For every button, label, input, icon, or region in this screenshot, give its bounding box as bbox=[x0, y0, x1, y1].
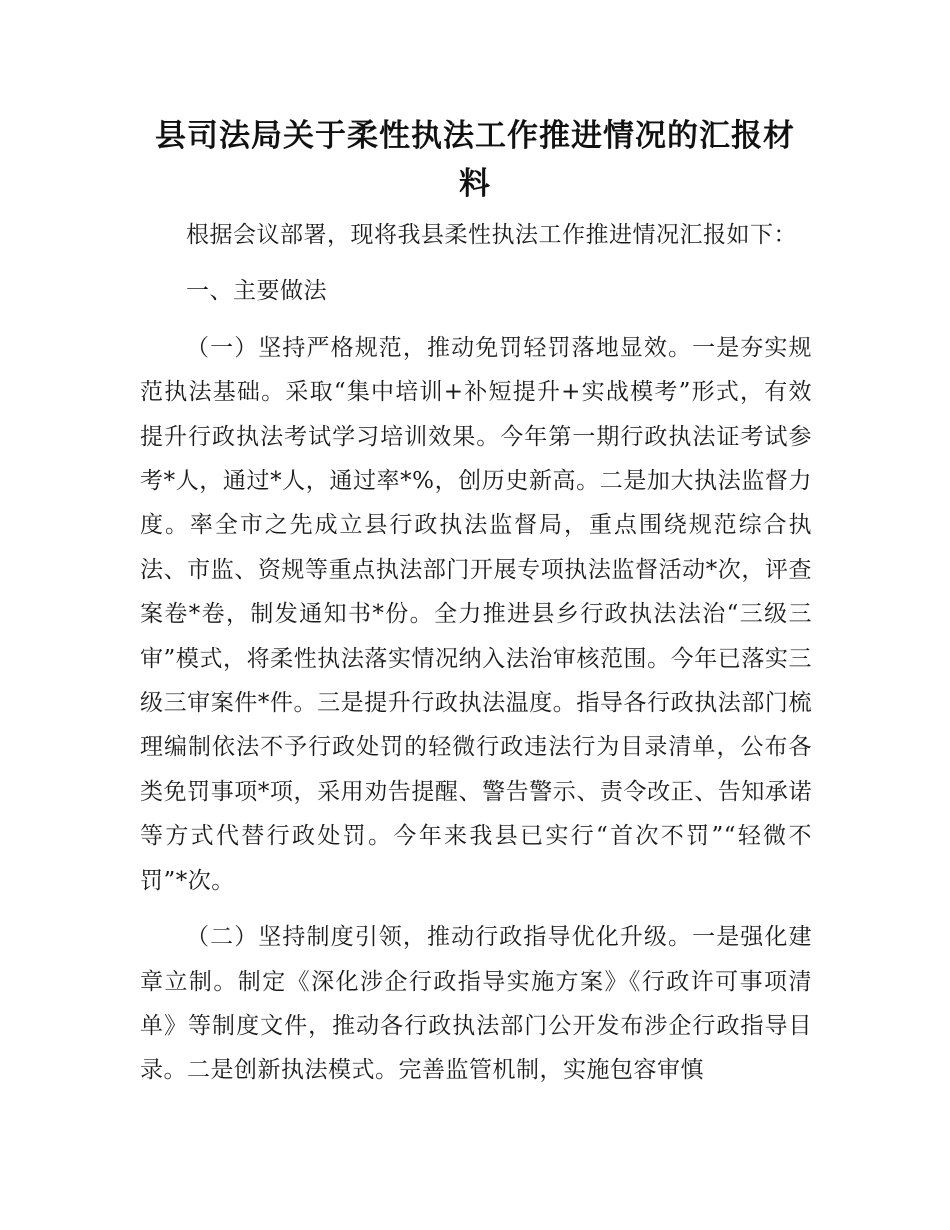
paragraph-strict-regulation: （一）坚持严格规范，推动免罚轻罚落地显效。一是夯实规范执法基础。采取“集中培训+补短提升+实战模考”形式，有效提升行政执法考试学习培训效果。今年第一期行政执法证考试参考*人，通过*人，通过率*%，创历史新高。二是加大执法监督力度。率全市之先成立县行政执法监督局，重点围绕规范综合执法、市监、资规等重点执法部门开展专项执法监督活动*次，评查案卷*卷，制发通知书*份。全力推进县乡行政执法法治“三级三审”模式，将柔性执法落实情况纳入法治审核范围。今年已落实三级三审案件*件。三是提升行政执法温度。指导各行政执法部门梳理编制依法不予行政处罚的轻微行政违法行为目录清单，公布各类免罚事项*项，采用劝告提醒、警告警示、责令改正、告知承诺等方式代替行政处罚。今年来我县已实行“首次不罚”“轻微不罚”*次。 bbox=[140, 334, 812, 894]
document-body bbox=[140, 213, 812, 1105]
document-title: 县司法局关于柔性执法工作推进情况的汇报材料 bbox=[155, 118, 795, 202]
intro-paragraph: 根据会议部署，现将我县柔性执法工作推进情况汇报如下： bbox=[186, 222, 797, 248]
paragraph-institutional-guidance: （二）坚持制度引领，推动行政指导优化升级。一是强化建章立制。制定《深化涉企行政指导实施方案》《行政许可事项清单》等制度文件，推动各行政执法部门公开发布涉企行政指导目录。二是创新执法模式。完善监管机制，实施包容审慎 bbox=[140, 924, 812, 1084]
section-heading-main-practices: 一、主要做法 bbox=[186, 278, 327, 305]
